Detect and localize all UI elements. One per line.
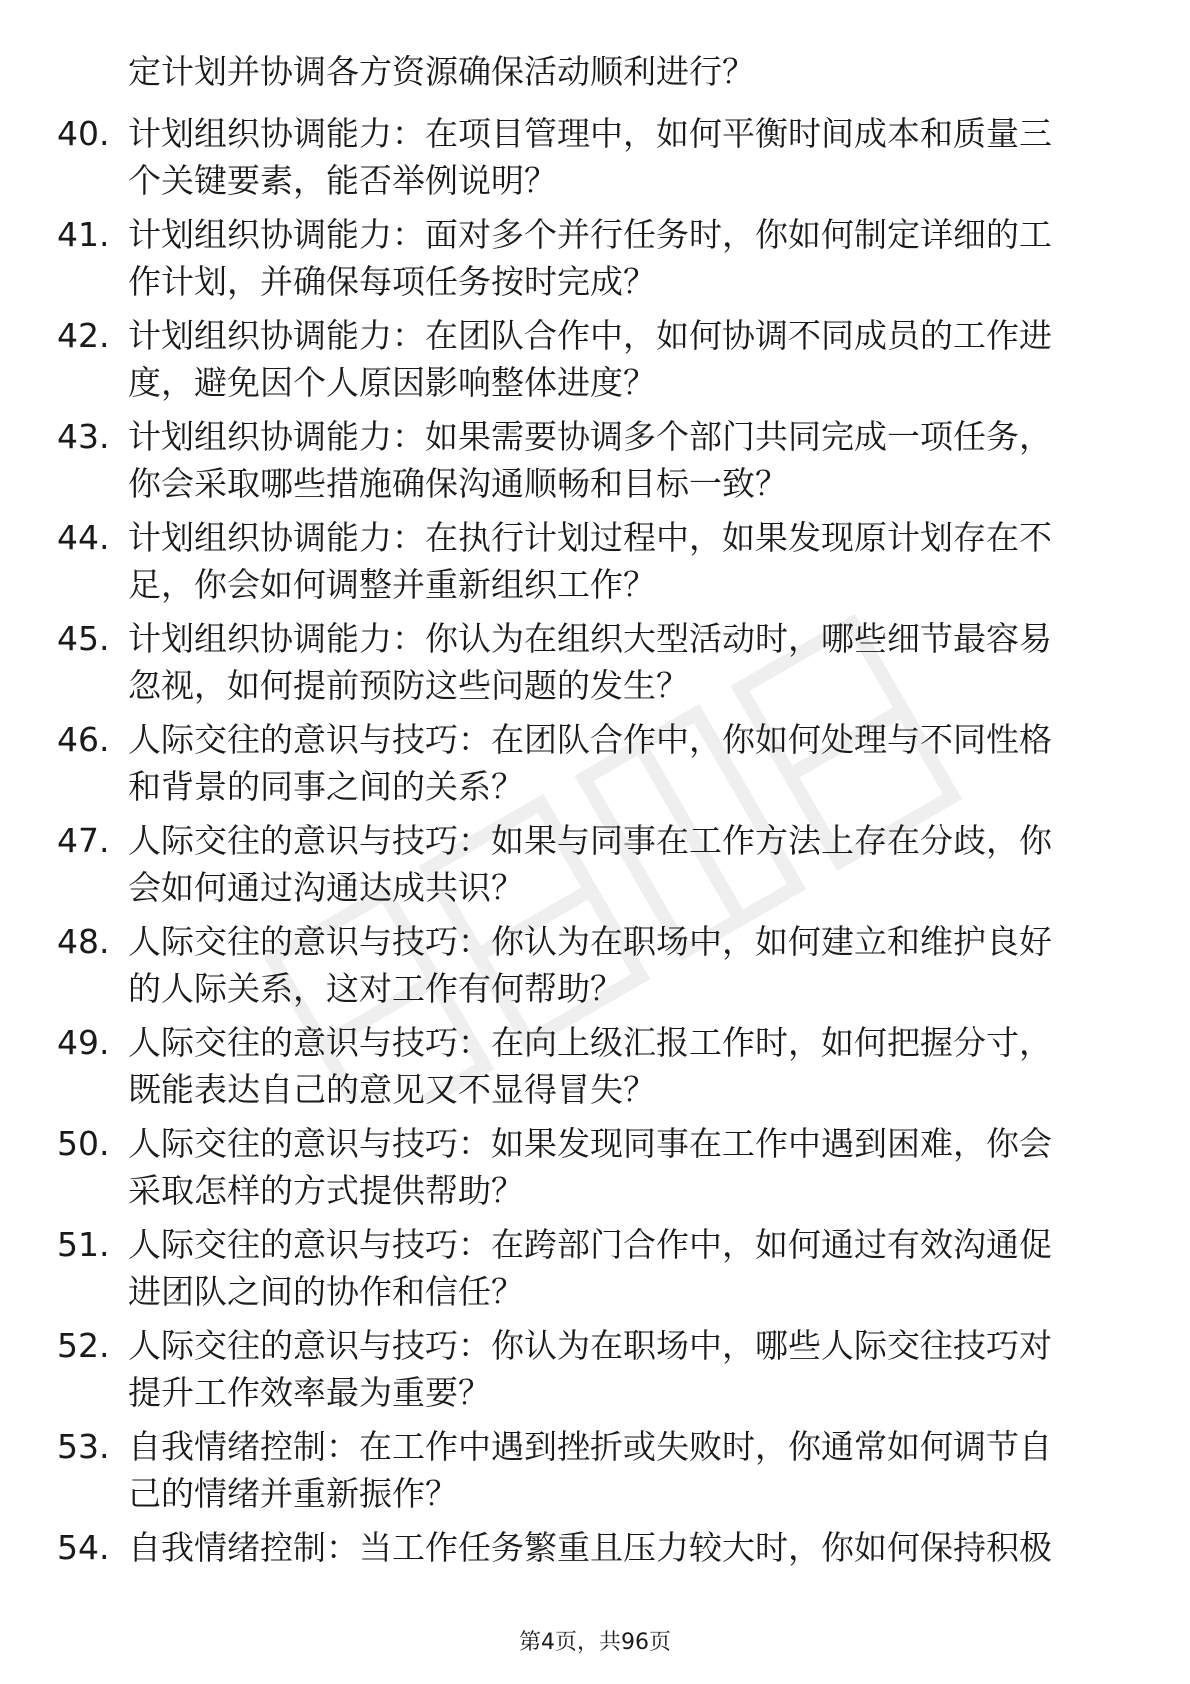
question-text-line: 人际交往的意识与技巧：你认为在职场中，如何建立和维护良好 bbox=[128, 922, 1052, 961]
question-number: 42. bbox=[57, 316, 110, 355]
question-number: 41. bbox=[57, 215, 110, 254]
question-item bbox=[0, 514, 1190, 615]
question-text-line: 作计划，并确保每项任务按时完成？ bbox=[128, 262, 656, 301]
question-item bbox=[0, 312, 1190, 413]
question-text-line: 个关键要素，能否举例说明？ bbox=[128, 161, 557, 200]
question-text-line: 计划组织协调能力：你认为在组织大型活动时，哪些细节最容易 bbox=[128, 619, 1052, 658]
question-text-line: 提升工作效率最为重要？ bbox=[128, 1373, 491, 1412]
question-number: 52. bbox=[57, 1326, 110, 1365]
question-text-line: 和背景的同事之间的关系？ bbox=[128, 767, 524, 806]
question-item bbox=[0, 1120, 1190, 1221]
question-text-line: 人际交往的意识与技巧：你认为在职场中，哪些人际交往技巧对 bbox=[128, 1326, 1052, 1365]
question-text-line: 采取怎样的方式提供帮助？ bbox=[128, 1171, 524, 1210]
question-item bbox=[0, 1524, 1190, 1625]
question-number: 53. bbox=[57, 1427, 110, 1466]
question-text-line: 你会采取哪些措施确保沟通顺畅和目标一致？ bbox=[128, 464, 788, 503]
question-text-line: 的人际关系，这对工作有何帮助？ bbox=[128, 969, 623, 1008]
question-number: 50. bbox=[57, 1124, 110, 1163]
question-text-line: 人际交往的意识与技巧：在团队合作中，你如何处理与不同性格 bbox=[128, 720, 1052, 759]
question-item bbox=[0, 817, 1190, 918]
question-text-line: 己的情绪并重新振作？ bbox=[128, 1474, 458, 1513]
question-text-line: 人际交往的意识与技巧：如果发现同事在工作中遇到困难，你会 bbox=[128, 1124, 1052, 1163]
question-item bbox=[0, 413, 1190, 514]
question-text-line: 人际交往的意识与技巧：在向上级汇报工作时，如何把握分寸， bbox=[128, 1023, 1052, 1062]
question-item bbox=[0, 110, 1190, 211]
question-list bbox=[0, 110, 1190, 1625]
question-item bbox=[0, 918, 1190, 1019]
question-item bbox=[0, 615, 1190, 716]
question-text-line: 度，避免因个人原因影响整体进度？ bbox=[128, 363, 656, 402]
question-text-line: 自我情绪控制：当工作任务繁重且压力较大时，你如何保持积极 bbox=[128, 1528, 1052, 1567]
question-item bbox=[0, 1019, 1190, 1120]
continuation-text: 定计划并协调各方资源确保活动顺利进行？ bbox=[128, 52, 755, 91]
question-text-line: 计划组织协调能力：面对多个并行任务时，你如何制定详细的工 bbox=[128, 215, 1052, 254]
page-footer: 第4页，共96页 bbox=[519, 1630, 671, 1655]
question-number: 49. bbox=[57, 1023, 110, 1062]
question-number: 44. bbox=[57, 518, 110, 557]
question-text-line: 计划组织协调能力：在团队合作中，如何协调不同成员的工作进 bbox=[128, 316, 1052, 355]
question-text-line: 计划组织协调能力：在执行计划过程中，如果发现原计划存在不 bbox=[128, 518, 1052, 557]
question-text-line: 既能表达自己的意见又不显得冒失？ bbox=[128, 1070, 656, 1109]
question-number: 40. bbox=[57, 114, 110, 153]
question-number: 47. bbox=[57, 821, 110, 860]
question-text-line: 计划组织协调能力：如果需要协调多个部门共同完成一项任务， bbox=[128, 417, 1052, 456]
question-item bbox=[0, 716, 1190, 817]
question-number: 45. bbox=[57, 619, 110, 658]
question-text-line: 人际交往的意识与技巧：在跨部门合作中，如何通过有效沟通促 bbox=[128, 1225, 1052, 1264]
question-text-line: 忽视，如何提前预防这些问题的发生？ bbox=[128, 666, 689, 705]
question-item bbox=[0, 1322, 1190, 1423]
question-text-line: 计划组织协调能力：在项目管理中，如何平衡时间成本和质量三 bbox=[128, 114, 1052, 153]
question-number: 43. bbox=[57, 417, 110, 456]
question-item bbox=[0, 211, 1190, 312]
question-text-line: 会如何通过沟通达成共识？ bbox=[128, 868, 524, 907]
question-item bbox=[0, 1423, 1190, 1524]
question-item bbox=[0, 1221, 1190, 1322]
question-number: 48. bbox=[57, 922, 110, 961]
question-text-line: 自我情绪控制：在工作中遇到挫折或失败时，你通常如何调节自 bbox=[128, 1427, 1052, 1466]
question-text-line: 人际交往的意识与技巧：如果与同事在工作方法上存在分歧，你 bbox=[128, 821, 1052, 860]
question-number: 46. bbox=[57, 720, 110, 759]
question-number: 54. bbox=[57, 1528, 110, 1567]
question-number: 51. bbox=[57, 1225, 110, 1264]
question-text-line: 足，你会如何调整并重新组织工作？ bbox=[128, 565, 656, 604]
question-text-line: 进团队之间的协作和信任？ bbox=[128, 1272, 524, 1311]
